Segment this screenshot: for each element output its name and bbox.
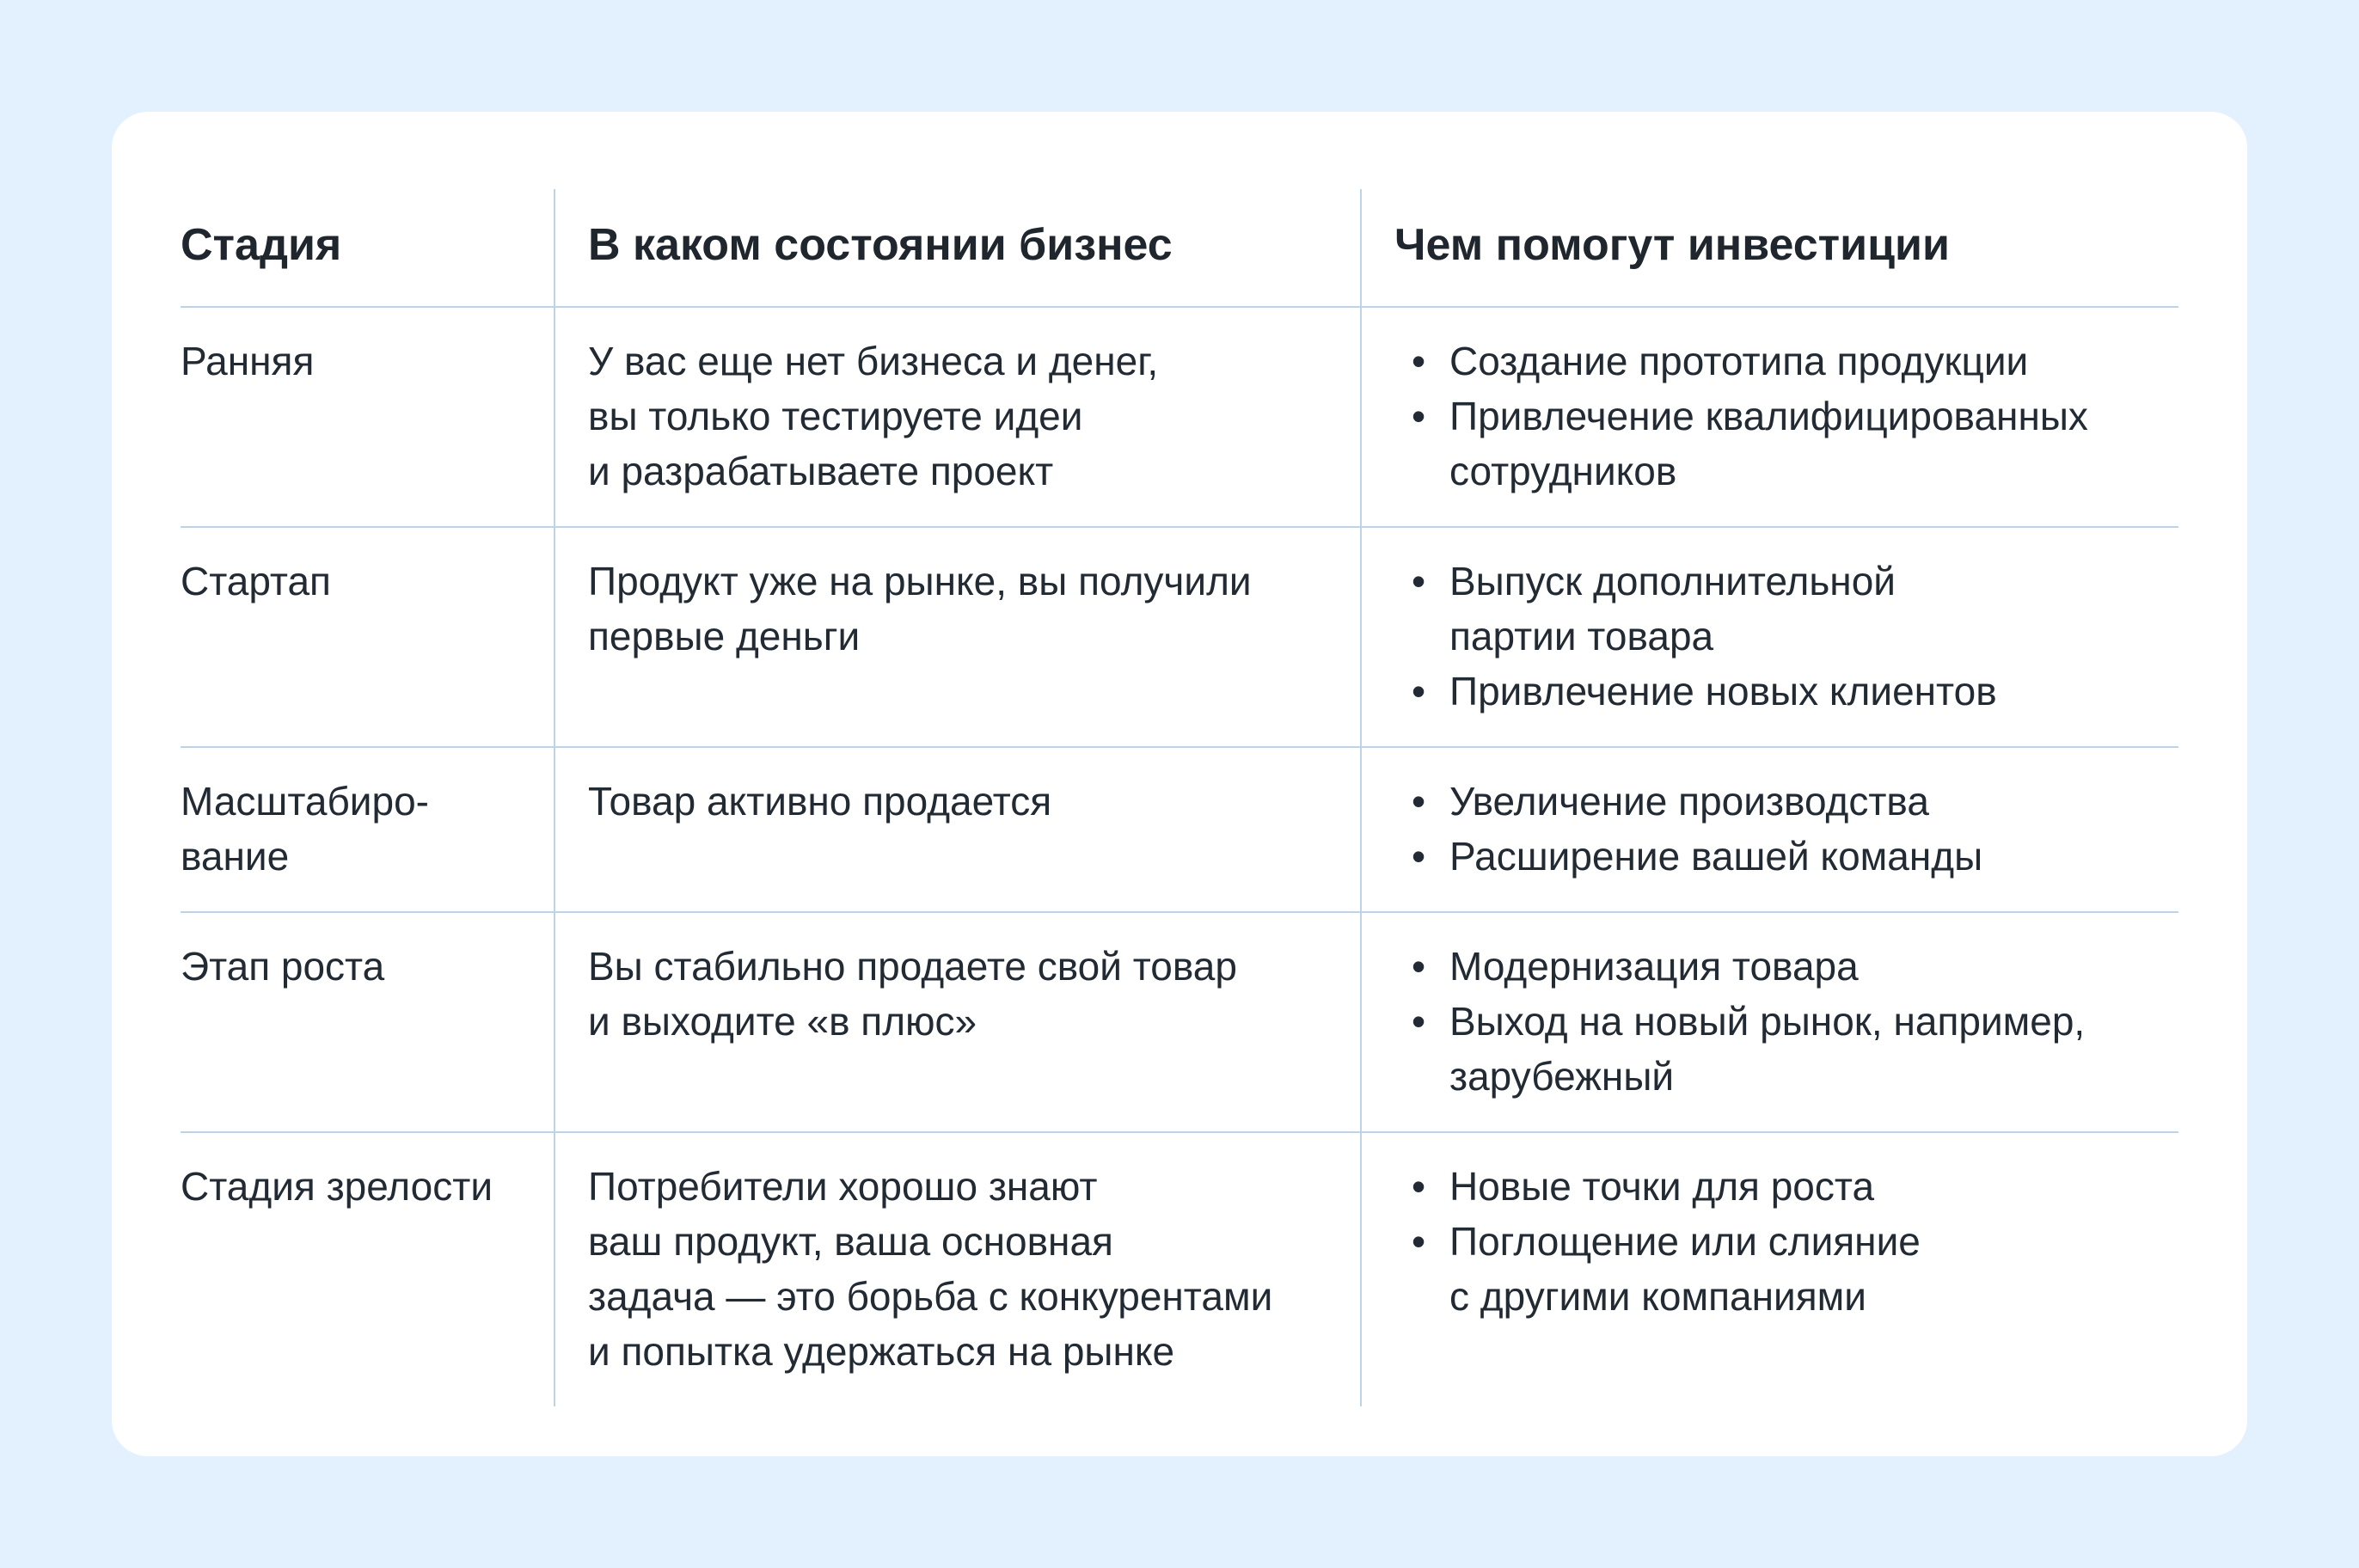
list-item: [1394, 334, 2170, 389]
business-state-cell: У вас еще нет бизнеса и денег, вы только тестируете идеи и разрабатываете проект: [554, 308, 1360, 526]
table-row: [181, 1133, 2178, 1406]
bullet-icon: •: [1412, 779, 1426, 824]
list-item-text: Расширение вашей команды: [1449, 834, 1983, 879]
list-item-text: Новые точки для роста: [1449, 1164, 1875, 1209]
list-item-text: Привлечение новых клиентов: [1449, 669, 1997, 714]
bullet-list: [1394, 1159, 2170, 1324]
bullet-icon: •: [1412, 999, 1426, 1044]
table-row: [181, 308, 2178, 528]
stage-cell: Этап роста: [181, 944, 385, 989]
business-state-cell: Вы стабильно продаете свой товар и выходите «в плюс»: [554, 913, 1360, 1131]
stage-cell: Ранняя: [181, 339, 315, 383]
investment-help-cell: [1360, 748, 2178, 911]
investment-help-cell: [1360, 308, 2178, 526]
bullet-list: [1394, 939, 2170, 1104]
table-row: [181, 748, 2178, 913]
bullet-icon: •: [1412, 559, 1426, 603]
list-item-text: Создание прототипа продукции: [1449, 339, 2029, 383]
bullet-list: [1394, 554, 2170, 719]
list-item: [1394, 389, 2170, 499]
column-header-business-state: В каком состоянии бизнес: [554, 189, 1360, 306]
bullet-icon: •: [1412, 1164, 1426, 1209]
list-item: [1394, 829, 2170, 884]
content-card: [112, 112, 2247, 1456]
bullet-icon: •: [1412, 1219, 1426, 1264]
stage-cell: Масштабиро- вание: [181, 779, 429, 879]
list-item: [1394, 554, 2170, 664]
table-header-row: [181, 189, 2178, 308]
stage-cell: Стадия зрелости: [181, 1164, 493, 1209]
list-item-text: Поглощение или слияние с другими компаниями: [1449, 1219, 1921, 1319]
list-item-text: Выпуск дополнительной партии товара: [1449, 559, 1896, 658]
business-state-cell: Продукт уже на рынке, вы получили первые деньги: [554, 528, 1360, 746]
list-item: [1394, 664, 2170, 719]
bullet-icon: •: [1412, 669, 1426, 714]
list-item: [1394, 939, 2170, 994]
column-header-investment-help: Чем помогут инвестиции: [1360, 189, 2178, 306]
list-item-text: Привлечение квалифицированных сотрудников: [1449, 394, 2088, 493]
investment-help-cell: [1360, 1133, 2178, 1406]
bullet-icon: •: [1412, 339, 1426, 383]
stage-cell: Стартап: [181, 559, 331, 603]
bullet-icon: •: [1412, 834, 1426, 879]
investment-help-cell: [1360, 528, 2178, 746]
bullet-icon: •: [1412, 944, 1426, 989]
bullet-icon: •: [1412, 394, 1426, 438]
column-header-stage: Стадия: [181, 220, 342, 270]
list-item: [1394, 774, 2170, 829]
list-item-text: Модернизация товара: [1449, 944, 1859, 989]
bullet-list: [1394, 334, 2170, 499]
bullet-list: [1394, 774, 2170, 884]
investment-help-cell: [1360, 913, 2178, 1131]
business-state-cell: Товар активно продается: [554, 748, 1360, 911]
list-item: [1394, 1214, 2170, 1324]
investment-stages-table: [181, 189, 2178, 1406]
business-state-cell: Потребители хорошо знают ваш продукт, ваша основная задача — это борьба с конкурентами и попытка удержаться на рынке: [554, 1133, 1360, 1406]
list-item-text: Увеличение производства: [1449, 779, 1929, 824]
table-row: [181, 528, 2178, 748]
list-item: [1394, 994, 2170, 1104]
table-row: [181, 913, 2178, 1133]
list-item: [1394, 1159, 2170, 1214]
list-item-text: Выход на новый рынок, например, зарубежный: [1449, 999, 2086, 1099]
